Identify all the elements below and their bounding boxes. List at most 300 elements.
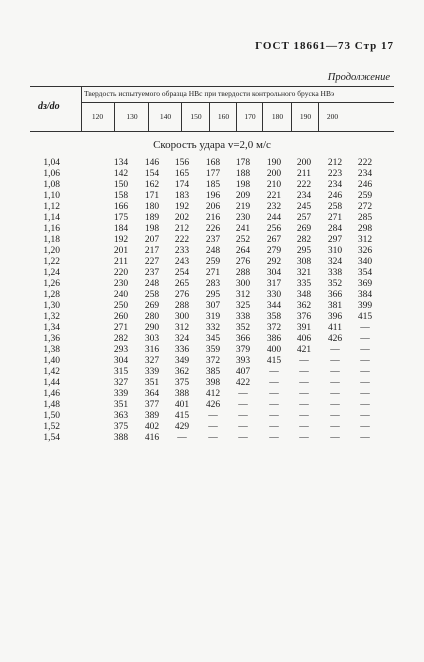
hardness-cell: 366 [235,334,251,344]
hardness-cell: 154 [144,169,160,179]
ratio-cell: 1,12 [43,202,60,212]
hardness-cell: 209 [235,191,251,201]
hardness-cell: 158 [113,191,129,201]
hardness-header-cell: 150 [181,102,210,131]
hardness-cell: 375 [174,378,190,388]
table-row [30,246,424,257]
hardness-cell: 415 [357,312,373,322]
hardness-cell: 202 [174,213,190,223]
ratio-cell: 1,40 [43,356,60,366]
hardness-cell: — [360,323,370,333]
hardness-cell: 389 [144,411,160,421]
hardness-cell: — [330,433,340,443]
hardness-cell: 196 [205,191,221,201]
hardness-cell: 180 [144,202,160,212]
table-row [30,301,424,312]
hardness-cell: 276 [235,257,251,267]
hardness-cell: 183 [174,191,190,201]
hardness-cell: 237 [144,268,160,278]
hardness-cell: 248 [205,246,221,256]
table-row [30,312,424,323]
hardness-cell: 310 [327,246,343,256]
hardness-cell: — [238,389,248,399]
table-row [30,389,424,400]
ratio-cell: 1,10 [43,191,60,201]
hardness-cell: 304 [266,268,282,278]
table-row [30,257,424,268]
hardness-cell: 372 [205,356,221,366]
hardness-cell: — [177,433,187,443]
hardness-cell: 297 [327,235,343,245]
hardness-cell: 248 [144,279,160,289]
hardness-cell: 259 [205,257,221,267]
ratio-cell: 1,30 [43,301,60,311]
hardness-header-cell: 200 [318,102,346,131]
hardness-cell: 407 [235,367,251,377]
hardness-cell: 250 [113,301,129,311]
ratio-cell: 1,50 [43,411,60,421]
hardness-cell: 351 [113,400,129,410]
hardness-cell: 257 [296,213,312,223]
hardness-cell: 312 [357,235,373,245]
hardness-cell: 300 [235,279,251,289]
hardness-cell: 265 [174,279,190,289]
hardness-cell: 223 [327,169,343,179]
hardness-cell: 324 [174,334,190,344]
ratio-cell: 1,16 [43,224,60,234]
hardness-cell: — [360,378,370,388]
hardness-cell: 177 [205,169,221,179]
table-row [30,411,424,422]
table-row [30,224,424,235]
hardness-cell: 258 [144,290,160,300]
hardness-cell: 402 [144,422,160,432]
ratio-cell: 1,52 [43,422,60,432]
hardness-cell: 388 [113,433,129,443]
hardness-cell: 212 [327,158,343,168]
hardness-cell: 295 [296,246,312,256]
hardness-cell: 174 [174,180,190,190]
hardness-cell: 282 [113,334,129,344]
hardness-cell: 230 [113,279,129,289]
ratio-cell: 1,22 [43,257,60,267]
hardness-cell: — [299,400,309,410]
hardness-cell: 206 [205,202,221,212]
hardness-cell: 339 [113,389,129,399]
hardness-cell: 284 [327,224,343,234]
hardness-cell: 189 [144,213,160,223]
hardness-cell: 416 [144,433,160,443]
hardness-cell: 319 [205,312,221,322]
hardness-cell: 398 [205,378,221,388]
table-row [30,378,424,389]
hardness-cell: 349 [174,356,190,366]
hardness-cell: 293 [113,345,129,355]
hardness-cell: — [299,367,309,377]
hardness-header-cell: 160 [209,102,237,131]
hardness-cell: 175 [113,213,129,223]
hardness-cell: 241 [235,224,251,234]
hardness-cell: 264 [235,246,251,256]
hardness-cell: — [208,433,218,443]
hardness-cell: 246 [357,180,373,190]
table-row [30,268,424,279]
table-row [30,191,424,202]
hardness-cell: 244 [266,213,282,223]
hardness-cell: 166 [113,202,129,212]
hardness-cell: 332 [205,323,221,333]
hardness-cell: 234 [357,169,373,179]
hardness-cell: — [360,422,370,432]
hardness-cell: 216 [205,213,221,223]
hardness-cell: 211 [297,169,311,179]
hardness-cell: 359 [205,345,221,355]
hardness-cell: 363 [113,411,129,421]
ratio-cell: 1,48 [43,400,60,410]
hardness-cell: 411 [328,323,342,333]
hardness-cell: — [269,389,279,399]
ratio-cell: 1,08 [43,180,60,190]
hardness-cell: — [360,389,370,399]
hardness-cell: 200 [266,169,282,179]
hardness-cell: 259 [357,191,373,201]
hardness-cell: — [360,367,370,377]
hardness-cell: 396 [327,312,343,322]
ratio-cell: 1,14 [43,213,60,223]
hardness-cell: 292 [266,257,282,267]
hardness-cell: 415 [266,356,282,366]
table-row [30,235,424,246]
hardness-cell: 150 [113,180,129,190]
table-row [30,356,424,367]
hardness-cell: — [269,422,279,432]
hardness-cell: 421 [296,345,312,355]
hardness-cell: 165 [174,169,190,179]
hardness-cell: 376 [296,312,312,322]
hardness-cell: — [330,378,340,388]
hardness-cell: 307 [205,301,221,311]
hardness-cell: 190 [266,158,282,168]
hardness-cell: 304 [113,356,129,366]
hardness-cell: 415 [174,411,190,421]
hardness-cell: 232 [266,202,282,212]
hardness-cell: 344 [266,301,282,311]
hardness-cell: 295 [205,290,221,300]
hardness-cell: — [360,334,370,344]
hardness-cell: — [208,411,218,421]
hardness-cell: — [360,411,370,421]
hardness-cell: — [330,367,340,377]
hardness-cell: — [330,422,340,432]
hardness-header-cell: 190 [291,102,319,131]
ratio-cell: 1,42 [43,367,60,377]
hardness-cell: 406 [296,334,312,344]
hardness-cell: 233 [174,246,190,256]
hardness-cell: 285 [357,213,373,223]
hardness-cell: 272 [357,202,373,212]
hardness-cell: 271 [205,268,221,278]
hardness-cell: 412 [205,389,221,399]
hardness-cell: 188 [235,169,251,179]
table-row [30,213,424,224]
hardness-cell: 210 [266,180,282,190]
hardness-cell: 146 [144,158,160,168]
hardness-cell: 226 [205,224,221,234]
hardness-cell: 192 [113,235,129,245]
hardness-cell: — [299,389,309,399]
hardness-cell: — [299,411,309,421]
hardness-cell: 162 [144,180,160,190]
hardness-cell: — [360,433,370,443]
ratio-column-header: dз/dо [38,101,60,112]
hardness-cell: 192 [174,202,190,212]
hardness-header-cell: 130 [114,102,149,131]
hardness-cell: 379 [235,345,251,355]
hardness-cell: — [238,400,248,410]
hardness-cell: 288 [235,268,251,278]
impact-speed-label: Скорость удара v=2,0 м/с [153,139,271,151]
hardness-cell: 227 [144,257,160,267]
ratio-cell: 1,46 [43,389,60,399]
hardness-cell: 345 [205,334,221,344]
hardness-cell: — [330,389,340,399]
hardness-cell: 372 [266,323,282,333]
hardness-cell: 326 [357,246,373,256]
hardness-cell: 391 [296,323,312,333]
table-row [30,433,424,444]
hardness-cell: 369 [357,279,373,289]
hardness-cell: — [360,345,370,355]
hardness-cell: 336 [174,345,190,355]
hardness-cell: 312 [235,290,251,300]
hardness-cell: 156 [174,158,190,168]
hardness-cell: 330 [266,290,282,300]
hardness-cell: — [330,345,340,355]
hardness-cell: — [330,400,340,410]
hardness-cell: — [299,378,309,388]
table-row [30,345,424,356]
hardness-cell: 298 [357,224,373,234]
table-row [30,334,424,345]
hardness-cell: — [238,422,248,432]
ratio-cell: 1,24 [43,268,60,278]
hardness-cell: 386 [266,334,282,344]
hardness-cell: 269 [296,224,312,234]
hardness-cell: 422 [235,378,251,388]
hardness-cell: 315 [113,367,129,377]
hardness-cell: 254 [174,268,190,278]
hardness-cell: 198 [144,224,160,234]
hardness-cell: 282 [296,235,312,245]
table-row [30,400,424,411]
hardness-cell: 240 [113,290,129,300]
hardness-cell: 381 [327,301,343,311]
ratio-cell: 1,04 [43,158,60,168]
table-row [30,180,424,191]
hardness-cell: 321 [296,268,312,278]
hardness-cell: — [269,378,279,388]
table-row [30,158,424,169]
hardness-cell: 327 [113,378,129,388]
hardness-cell: 393 [235,356,251,366]
hardness-cell: 335 [296,279,312,289]
hardness-cell: 358 [266,312,282,322]
hardness-cell: 399 [357,301,373,311]
ratio-cell: 1,34 [43,323,60,333]
hardness-cell: 212 [174,224,190,234]
hardness-cell: 338 [235,312,251,322]
ratio-cell: 1,32 [43,312,60,322]
hardness-cell: 348 [296,290,312,300]
page-header: ГОСТ 18661—73 Стр 17 [255,40,394,52]
hardness-cell: 198 [235,180,251,190]
hardness-cell: 234 [327,180,343,190]
hardness-header-cell: 180 [262,102,292,131]
table-row [30,290,424,301]
hardness-cell: — [269,433,279,443]
hardness-cell: 237 [205,235,221,245]
ratio-cell: 1,54 [43,433,60,443]
hardness-cell: — [269,400,279,410]
hardness-cell: 280 [144,312,160,322]
hardness-cell: 426 [327,334,343,344]
hardness-cell: 134 [113,158,129,168]
hardness-cell: 362 [174,367,190,377]
table-row [30,279,424,290]
hardness-header-cell: 140 [148,102,182,131]
hardness-cell: 325 [235,301,251,311]
hardness-cell: 303 [144,334,160,344]
hardness-cell: 388 [174,389,190,399]
hardness-cell: 429 [174,422,190,432]
hardness-cell: 222 [296,180,312,190]
hardness-cell: 246 [327,191,343,201]
hardness-cell: 221 [266,191,282,201]
hardness-cell: 279 [266,246,282,256]
hardness-cell: 178 [235,158,251,168]
hardness-cell: 385 [205,367,221,377]
table-top-rule [30,86,394,87]
hardness-cell: 142 [113,169,129,179]
ratio-cell: 1,36 [43,334,60,344]
hardness-condition-title: Твердость испытуемого образца HBс при твердости контрольного бруска HBэ [84,89,335,98]
hardness-cell: — [360,400,370,410]
hardness-cell: 252 [235,235,251,245]
hardness-cell: 324 [327,257,343,267]
hardness-cell: 290 [144,323,160,333]
hardness-cell: — [299,356,309,366]
hardness-cell: 219 [235,202,251,212]
table-row [30,367,424,378]
hardness-cell: 211 [114,257,128,267]
hardness-cell: 300 [174,312,190,322]
hardness-cell: — [330,356,340,366]
ratio-cell: 1,20 [43,246,60,256]
hardness-cell: 400 [266,345,282,355]
hardness-table-body [30,158,424,444]
hardness-cell: — [330,411,340,421]
ratio-cell: 1,06 [43,169,60,179]
hardness-cell: — [238,433,248,443]
hardness-cell: 338 [327,268,343,278]
hardness-cell: 258 [327,202,343,212]
hardness-cell: 276 [174,290,190,300]
hardness-cell: 362 [296,301,312,311]
ratio-cell: 1,18 [43,235,60,245]
hardness-cell: 200 [296,158,312,168]
hardness-cell: 207 [144,235,160,245]
hardness-cell: 267 [266,235,282,245]
hardness-cell: 256 [266,224,282,234]
hardness-cell: 217 [144,246,160,256]
hardness-cell: 366 [327,290,343,300]
hardness-cell: 271 [327,213,343,223]
hardness-cell: — [299,433,309,443]
hardness-cell: 375 [113,422,129,432]
hardness-cell: 171 [144,191,160,201]
hardness-cell: 222 [357,158,373,168]
hardness-cell: — [299,422,309,432]
hardness-cell: 283 [205,279,221,289]
hardness-cell: 401 [174,400,190,410]
hardness-cell: 222 [174,235,190,245]
table-row [30,323,424,334]
hardness-cell: 351 [144,378,160,388]
hardness-cell: — [360,356,370,366]
hardness-cell: 271 [113,323,129,333]
hardness-header-cell: 170 [236,102,263,131]
hardness-cell: 352 [327,279,343,289]
hardness-cell: 185 [205,180,221,190]
hardness-cell: 377 [144,400,160,410]
hardness-cell: — [208,422,218,432]
hardness-header-cell: 120 [91,112,104,121]
hardness-cell: 339 [144,367,160,377]
hardness-cell: 426 [205,400,221,410]
hardness-cell: 184 [113,224,129,234]
hardness-cell: 260 [113,312,129,322]
hardness-cell: 168 [205,158,221,168]
hardness-cell: — [269,367,279,377]
hardness-cell: 340 [357,257,373,267]
hardness-header-row [81,102,394,131]
continuation-label: Продолжение [327,72,390,83]
hardness-cell: 245 [296,202,312,212]
hardness-cell: 230 [235,213,251,223]
hardness-cell: 317 [266,279,282,289]
hardness-cell: 269 [144,301,160,311]
ratio-cell: 1,44 [43,378,60,388]
table-row [30,202,424,213]
hardness-cell: 384 [357,290,373,300]
hardness-cell: 288 [174,301,190,311]
table-row [30,169,424,180]
hardness-cell: 201 [113,246,129,256]
hardness-cell: 312 [174,323,190,333]
table-bottom-rule [30,131,394,132]
hardness-cell: — [269,411,279,421]
hardness-cell: 243 [174,257,190,267]
hardness-cell: 234 [296,191,312,201]
hardness-cell: 327 [144,356,160,366]
hardness-cell: 308 [296,257,312,267]
hardness-cell: 316 [144,345,160,355]
hardness-cell: 352 [235,323,251,333]
ratio-cell: 1,26 [43,279,60,289]
table-row [30,422,424,433]
hardness-cell: 354 [357,268,373,278]
ratio-cell: 1,38 [43,345,60,355]
